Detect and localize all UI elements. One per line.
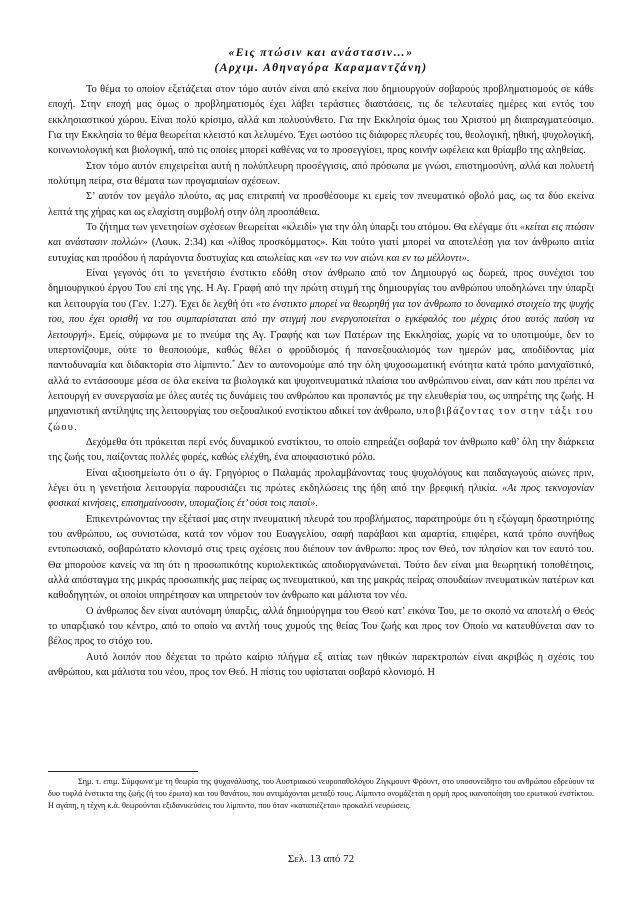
text-run: Το θέμα το οποίον εξετάζεται στον τόμο αυτόν είναι από εκείνα που δημιουργούν σοβαρούς προβληματισμούς σε κάθε εποχή. Στην εποχή μας όμως ο προβληματισμός έχει λάβει τεράστιες διαστάσεις, τις δε τελευταίες ημέρες και εντός του εκκλησιαστικού χώρου. Είναι πολύ κρίσιμο, αλλά και πολυσύνθετο. Για την Εκκλησία όμως του Χριστού μη διαπραγματεύσιμο. Για την Εκκλησία το θέμα θεωρείται κλειστό και λελυμένο. Έχει ωστόσο τις διάφορες πλευρές του, θεολογική, ηθική, ψυχολογική, κοινωνιολογική και βιολογική, από τις οποίες μπορεί καθένας να το προσεγγίσει, προς κοινήν ωφέλεια και θρίαμβο της αληθείας.: [48, 84, 594, 157]
text-run: Είναι γεγονός ότι το γενετήσιο ένστικτο εδόθη στον άνθρωπο από τον Δημιουργό ως δωρεά, προς συνέχισι του δημιουργικού έργου Του επί της γης. Η Αγ. Γραφή από την πρώτη στιγμή της δημιουργίας του ανθρώπου υποδηλώνει την ύπαρξι και λειτουργία του (Γεν. 1:27). Έχει δε λεχθή ότι: [48, 268, 594, 310]
page-number: Σελ. 13 από 72: [287, 853, 355, 865]
quotation: «κείται εις πτώσιν και ανάστασιν πολλών»: [48, 222, 594, 249]
title-line: «Εις πτώσιν και ανάστασιν…»: [228, 47, 414, 59]
document-title: [48, 46, 594, 76]
body-paragraph: [48, 604, 594, 650]
body-paragraph: [48, 189, 594, 220]
body-paragraph: [48, 650, 594, 681]
quotation: «εν τω νυν αιώνι και εν τω μέλλοντι»: [314, 252, 467, 264]
footnote: [48, 776, 594, 812]
text-run: .: [315, 498, 318, 510]
text-run: Είναι αξιοσημείωτο ότι ο άγ. Γρηγόριος ο Παλαμάς προλαμβάνοντας τους ψυχολόγους και παιδαγωγούς αιώνες πριν, λέγει ότι η γενετήσια λειτουργία παρουσιάζει τις πρώτες εκδηλώσεις της ήδη από την βρεφική ηλικία.: [48, 467, 594, 494]
text-run: Στον τόμο αυτόν επιχειρείται αυτή η πολύπλευρη προσέγγισις, από πρόσωπα με γνώσι, επιστημοσύνη, αλλά και πολυετή πολύτιμη πείρα, στα θέματα των προγαμιαίων σχέσεων.: [48, 160, 594, 188]
text-run: Σ’ αυτόν τον μεγάλο πλούτο, ας μας επιτραπή να προσθέσουμε κι εμείς τον πνευματικό οβολό μας, ως τα δύο εκείνα λεπτά της χήρας και ως ελαχίστη συμβολή στην όλη προσπάθεια.: [48, 191, 594, 218]
text-run: υποβιβάζοντας τον στην τάξι του ζώου: [48, 406, 594, 433]
text-run: Το ζήτημα των γενετησίων σχέσεων θεωρείται «κλειδί» για την όλη ύπαρξι του ατόμου. Θα ελέγαμε ότι: [86, 222, 520, 234]
footnote-text: Σημ. τ. επιμ. Σύμφωνα με τη θεωρία της ψυχανάλυσης, του Αυστριακού νευροπαθολόγου Ζίγκμουντ Φρόυντ, στο υποσυνείδητο του ανθρώπου εδρεύουν τα δυο τυφλά ένστικτα της ζωής (ή του έρωτα) και του θανάτου, που αντιμάχονται μεταξύ τους. Λίμπιντο ονομάζεται η ορμή προς ικανοποίηση του ερωτικού ενστίκτου. Η αγάπη, η τέχνη κ.ά. θεωρούνται εξιδανικεύσεις του λίμπιντο, που όταν «καταπιέζεται» προκαλεί νευρώσεις.: [48, 777, 594, 810]
body-paragraph: [48, 512, 594, 604]
text-run: (Λουκ. 2:34) και «λίθος προσκόμματος». Και τούτο γιατί μπορεί να αποτελέσῃ για τον άνθρωπο αιτία ευτυχίας και προόδου ή παράγοντα δυστυχίας και απωλείας και: [48, 237, 594, 264]
body-paragraph: [48, 159, 594, 190]
quotation: «Αι προς τεκνογονίαν φυσικαί κινήσεις, επισημαίνουσιν, υπομαζίοις έτ’ ούσι τοις παισί»: [48, 482, 594, 510]
footnote-divider: [48, 771, 198, 772]
text-run: .: [74, 421, 77, 433]
footnote-marker: *: [231, 359, 235, 366]
body-paragraph: [48, 466, 594, 512]
body-paragraph: [48, 220, 594, 266]
text-run: .: [466, 252, 470, 264]
body-paragraph: [48, 82, 594, 159]
text-run: . Εμείς, σύμφωνα με το πνεύμα της Αγ. Γραφής και των Πατέρων της Εκκλησίας, χωρίς να το υποτιμούμε, δεν το υπερτονίζουμε, ούτε το θεοποιούμε, καθώς θέλει ο φροϋδισμός ή πανσεξουαλισμός των ημερών μας, αποδίδοντας μία παντοδυναμία και διδακτορία στο λίμπιντο.: [48, 329, 594, 372]
author-line: (Αρχιμ. Αθηναγόρα Καραμαντζάνη): [214, 62, 428, 74]
body-paragraph: [48, 266, 594, 435]
body-paragraph: [48, 435, 594, 466]
text-run: Ο άνθρωπος δεν είναι αυτόνομη ύπαρξις, αλλά δημιούργημα του Θεού κατ’ εικόνα Του, με το σκοπό να αποτελή ο Θεός το υπαρξιακό του κέντρο, από το οποίο να αντλή τους χυμούς της θείας Του ζωής και προς τον Οποίο να κατευθύνεται σαν το βέλος προς το στόχο του.: [48, 605, 594, 648]
quotation: «το ένστικτο μπορεί να θεωρηθή για τον άνθρωπο το δυναμικό στοιχείο της ψυχής του, που έχει ορισθή να του συμπαρίσταται από την στιγμή που ενεργοποιείται ο εγκέφαλός του μέχρις ότου αυτός παύση να λειτουργή»: [48, 298, 594, 341]
text-run: Δεχόμεθα ότι πρόκειται περί ενός δυναμικού ενστίκτου, το οποίο επηρεάζει σοβαρά τον άνθρωπο καθ’ όλη την διάρκεια της ζωής του, παίζοντας πολλές φορές, καθώς ελέχθη, ένα αποφασιστικό ρόλο.: [48, 436, 594, 464]
text-run: Επικεντρώνοντας την εξέτασί μας στην πνευματική πλευρά του προβλήματος, παρατηρούμε ότι η εξώγαμη δραστηριότης του ανθρώπου, ως συνιστώσα, κατά τον νόμον του Ευαγγελίου, σαφή παράβασι και αμαρτία, επιφέρει, κατά τρόπο συνήθως εντυπωσιακό, σοβαρώτατο κλονισμό στις τρεις σχέσεις που διέπουν τον άνθρωπο: προς τον Θεό, τον πλησίον και τον εαυτό του. Θα μπορούσε κανείς να πη ότι η προσωπικότης κυριολεκτικώς αποδιοργανώνεται. Τούτο δεν είναι μια θεωρητική τοποθέτησις, αλλά απόσταγμα της μικράς προσωπικής μας πείρας ως πνευματικού, και της μακράς πείρας σπουδαίων πνευματικών πατέρων και καθοδηγητών, οι οποίοι υπηρέτησαν και υπηρετούν τον άνθρωπο και μάλιστα τον νέο.: [48, 513, 594, 602]
body-text: [48, 82, 594, 680]
text-run: Αυτό λοιπόν που δέχεται το πρώτο καίριο πλήγμα εξ αιτίας των ηθικών παρεκτροπών είναι ακριβώς η σχέσις του ανθρώπου, και μάλιστα του νέου, προς τον Θεό. Η πίστις του υφίσταται σοβαρό κλονισμό. Η: [48, 651, 594, 679]
text-run: Δεν το αυτονομούμε από την όλη ψυχοσωματική ενότητα κατά τρόπο μανιχαϊστικό, αλλά το εντάσσουμε μέσα σε όλα εκείνα τα βιολογικά και ψυχοπνευματικά πλαίσια του ανθρώπινου είναι, σαν κάτι που πρέπει να λειτουργή εν συνεργασία με όλες αυτές τις δυνάμεις του ανθρώπου και προπαντός με την ελευθερία του, ως υπηρέτης της ζωής. Η μηχανιστική αντίληψις της λειτουργίας του σεξουαλικού ενστίκτου αδικεί τον άνθρωπο,: [48, 360, 595, 418]
